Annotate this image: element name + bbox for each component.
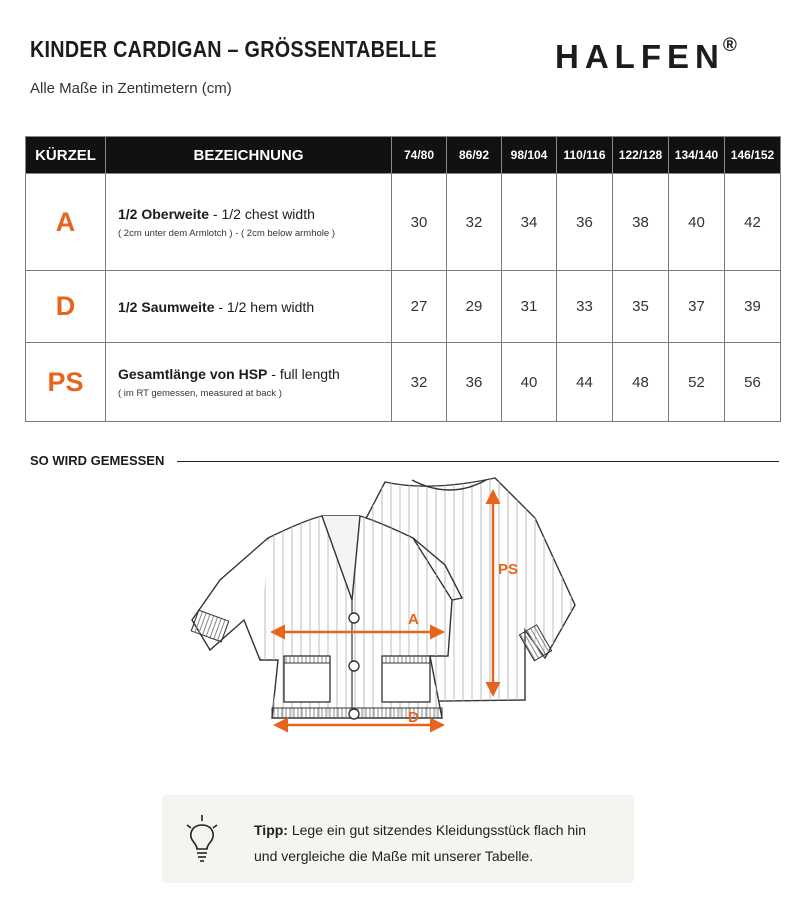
header-size: 98/104: [502, 137, 557, 174]
table-cell: 29: [447, 271, 502, 343]
table-row-ps: [26, 343, 781, 422]
table-cell: 39: [725, 271, 781, 343]
table-cell: 32: [392, 343, 447, 422]
row-code: A: [26, 174, 106, 271]
description-note: ( im RT gemessen, measured at back ): [118, 387, 282, 399]
description-de: 1/2 Saumweite: [118, 298, 215, 315]
table-row-a: [26, 174, 781, 271]
tip-text: [254, 817, 586, 869]
description-de: Gesamtlänge von HSP: [118, 365, 268, 382]
table-cell: 37: [669, 271, 725, 343]
header-size: 134/140: [669, 137, 725, 174]
page-title: KINDER CARDIGAN – GRÖSSENTABELLE: [30, 36, 437, 62]
table-cell: 40: [502, 343, 557, 422]
tip-label: Tipp:: [254, 822, 288, 838]
row-code: PS: [26, 343, 106, 422]
lightbulb-icon: [184, 813, 220, 865]
table-cell: 42: [725, 174, 781, 271]
cardigan-measurement-diagram: [180, 470, 610, 770]
tip-line-2: und vergleiche die Maße mit unserer Tabelle.: [254, 848, 534, 864]
table-cell: 44: [557, 343, 613, 422]
tip-box: [162, 795, 634, 883]
description-en: - 1/2 hem width: [214, 298, 315, 315]
table-cell: 35: [613, 271, 669, 343]
description-en: - 1/2 chest width: [209, 205, 315, 222]
header-code: KÜRZEL: [26, 137, 106, 174]
table-cell: 52: [669, 343, 725, 422]
page-subtitle: Alle Maße in Zentimetern (cm): [30, 80, 232, 97]
registered-mark: ®: [722, 35, 737, 56]
size-table: [25, 136, 781, 422]
tip-line-1: Lege ein gut sitzendes Kleidungsstück flach hin: [287, 822, 587, 838]
table-cell: 40: [669, 174, 725, 271]
header-description: BEZEICHNUNG: [106, 137, 392, 174]
row-description: [106, 343, 392, 422]
table-row-d: [26, 271, 781, 343]
measure-label-a: A: [408, 611, 419, 628]
table-header-row: [26, 137, 781, 174]
table-cell: 38: [613, 174, 669, 271]
header-size: 86/92: [447, 137, 502, 174]
description-note: ( 2cm unter dem Armlotch ) - ( 2cm below armhole ): [118, 227, 335, 239]
row-code: D: [26, 271, 106, 343]
table-cell: 32: [447, 174, 502, 271]
table-cell: 36: [557, 174, 613, 271]
header-size: 110/116: [557, 137, 613, 174]
table-cell: 34: [502, 174, 557, 271]
header-size: 122/128: [613, 137, 669, 174]
row-description: [106, 174, 392, 271]
table-cell: 33: [557, 271, 613, 343]
measure-label-ps: PS: [498, 561, 519, 578]
brand-name: HALFEN: [555, 38, 725, 75]
table-cell: 48: [613, 343, 669, 422]
measure-label-d: D: [408, 709, 419, 726]
header-size: 74/80: [392, 137, 447, 174]
row-description: [106, 271, 392, 343]
description-de: 1/2 Oberweite: [118, 205, 210, 222]
table-cell: 31: [502, 271, 557, 343]
table-cell: 56: [725, 343, 781, 422]
section-title: SO WIRD GEMESSEN: [30, 453, 165, 468]
header-size: 146/152: [725, 137, 781, 174]
table-cell: 30: [392, 174, 447, 271]
section-divider: [177, 461, 779, 462]
table-cell: 27: [392, 271, 447, 343]
brand-logo: [555, 35, 737, 76]
table-cell: 36: [447, 343, 502, 422]
description-en: - full length: [267, 365, 340, 382]
